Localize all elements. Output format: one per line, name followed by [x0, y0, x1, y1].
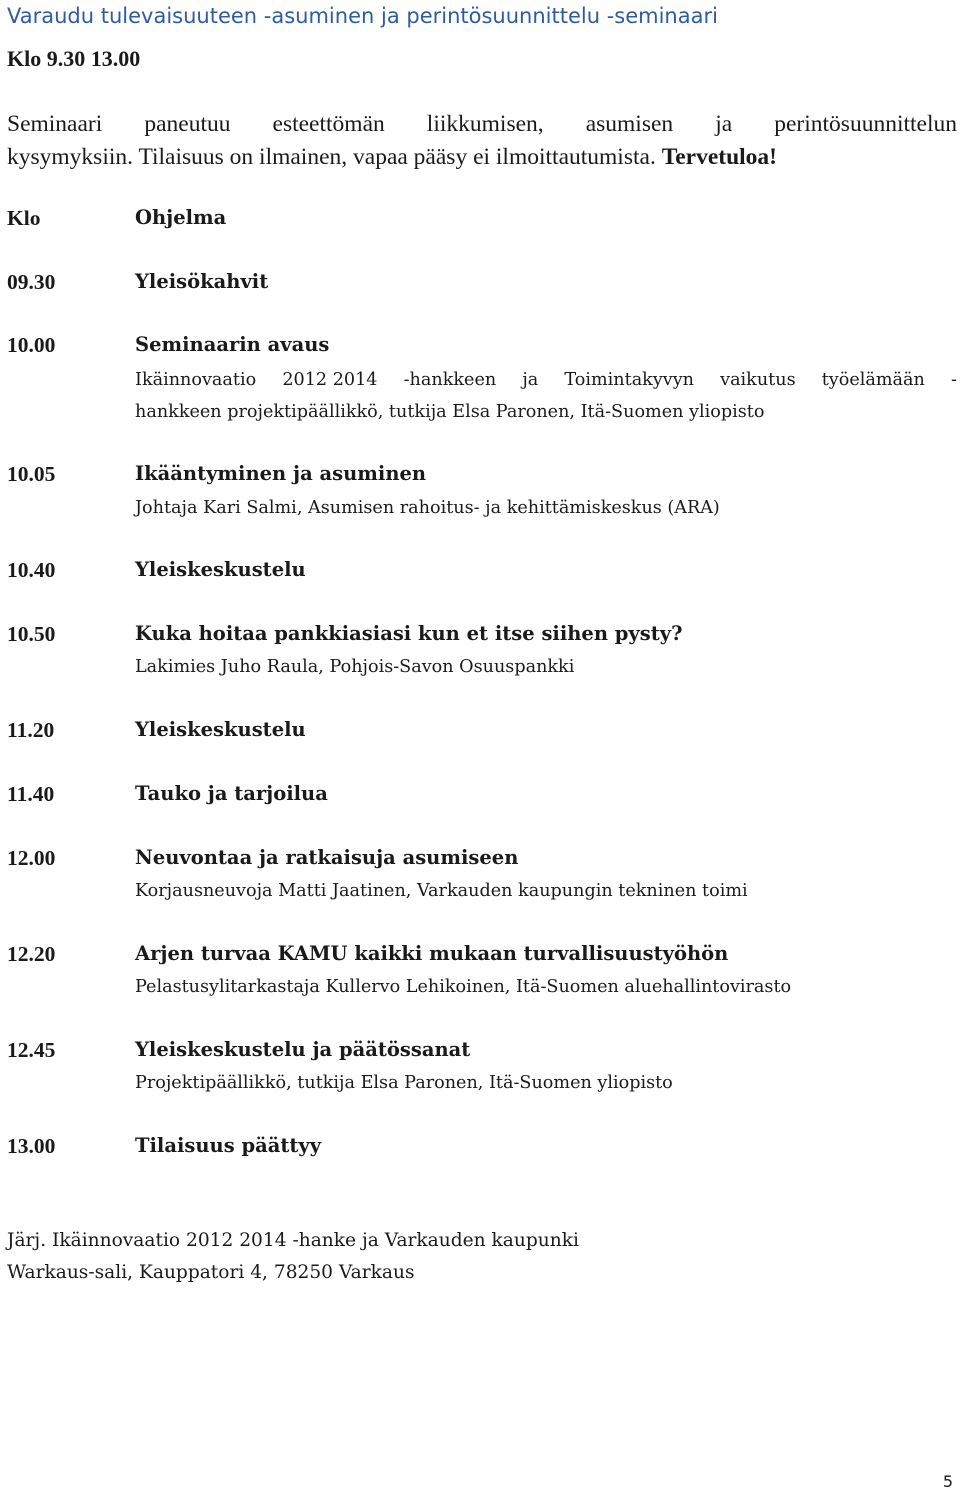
program-title: Seminaarin avaus — [135, 333, 330, 356]
program-title: Tauko ja tarjoilua — [135, 782, 328, 805]
document-title: Varaudu tulevaisuuteen -asuminen ja perintösuunnittelu -seminaari — [7, 4, 718, 28]
program-speaker — [135, 364, 957, 428]
program-time: 10.50 — [7, 622, 56, 646]
program-speaker: Pelastusylitarkastaja Kullervo Lehikoinen, Itä-Suomen aluehallintovirasto — [135, 977, 792, 997]
program-title: Kuka hoitaa pankkiasiasi kun et itse siihen pysty? — [135, 622, 683, 645]
intro-text: kysymyksiin. Tilaisuus on ilmainen, vapaa pääsy ei ilmoittautumista. — [7, 144, 656, 170]
program-time: 09.30 — [7, 270, 56, 294]
welcome-text: Tervetuloa! — [661, 144, 778, 170]
intro-paragraph — [7, 108, 957, 174]
program-title: Yleisökahvit — [135, 270, 269, 293]
program-time: 11.40 — [7, 782, 55, 806]
program-title: Yleiskeskustelu — [135, 718, 306, 741]
speaker-word: ja — [522, 370, 539, 390]
venue-text: Warkaus-sali, Kauppatori 4, 78250 Varkaus — [7, 1262, 415, 1283]
program-time: 12.20 — [7, 942, 56, 966]
program-speaker: Korjausneuvoja Matti Jaatinen, Varkauden kaupungin tekninen toimi — [135, 881, 748, 901]
seminar-time: Klo 9.30 13.00 — [7, 46, 141, 71]
page-number: 5 — [942, 1472, 953, 1491]
speaker-word: vaikutus — [720, 370, 796, 390]
intro-word: liikkumisen, — [426, 111, 544, 137]
speaker-word: -hankkeen — [403, 370, 497, 390]
speaker-word: Ikäinnovaatio — [135, 370, 257, 390]
program-time: 11.20 — [7, 718, 55, 742]
speaker-word: 2012 2014 — [282, 370, 378, 390]
intro-line-1 — [7, 108, 957, 141]
intro-line-2 — [7, 141, 957, 174]
program-time: 13.00 — [7, 1134, 56, 1158]
speaker-word: - — [950, 370, 957, 390]
program-time-header: Klo — [7, 206, 41, 230]
program-title: Ikääntyminen ja asuminen — [135, 462, 427, 485]
speaker-word: työelämään — [821, 370, 925, 390]
program-speaker: Lakimies Juho Raula, Pohjois-Savon Osuuspankki — [135, 657, 575, 677]
intro-word: paneutuu — [144, 111, 231, 137]
intro-word: Seminaari — [7, 111, 103, 137]
organizer-text: Järj. Ikäinnovaatio 2012 2014 -hanke ja Varkauden kaupunki — [7, 1230, 579, 1251]
program-speaker: Projektipäällikkö, tutkija Elsa Paronen, Itä-Suomen yliopisto — [135, 1073, 673, 1093]
program-title: Tilaisuus päättyy — [135, 1134, 322, 1157]
speaker-line-1 — [135, 364, 957, 396]
program-time: 10.40 — [7, 558, 56, 582]
program-title-header: Ohjelma — [135, 206, 227, 229]
speaker-word: Toimintakyvyn — [564, 370, 694, 390]
intro-word: asumisen — [585, 111, 674, 137]
program-time: 10.05 — [7, 462, 56, 486]
speaker-line-2: hankkeen projektipäällikkö, tutkija Elsa Paronen, Itä-Suomen yliopisto — [135, 402, 765, 422]
program-title: Neuvontaa ja ratkaisuja asumiseen — [135, 846, 519, 869]
intro-word: perintösuunnittelun — [774, 111, 957, 137]
intro-word: esteettömän — [272, 111, 385, 137]
program-speaker: Johtaja Kari Salmi, Asumisen rahoitus- ja kehittämiskeskus (ARA) — [135, 498, 720, 518]
intro-word: ja — [715, 111, 733, 137]
program-title: Yleiskeskustelu ja päätössanat — [135, 1038, 471, 1061]
program-time: 10.00 — [7, 333, 56, 357]
program-time: 12.00 — [7, 846, 56, 870]
program-title: Yleiskeskustelu — [135, 558, 306, 581]
program-time: 12.45 — [7, 1038, 56, 1062]
program-title: Arjen turvaa KAMU kaikki mukaan turvallisuustyöhön — [135, 942, 729, 965]
